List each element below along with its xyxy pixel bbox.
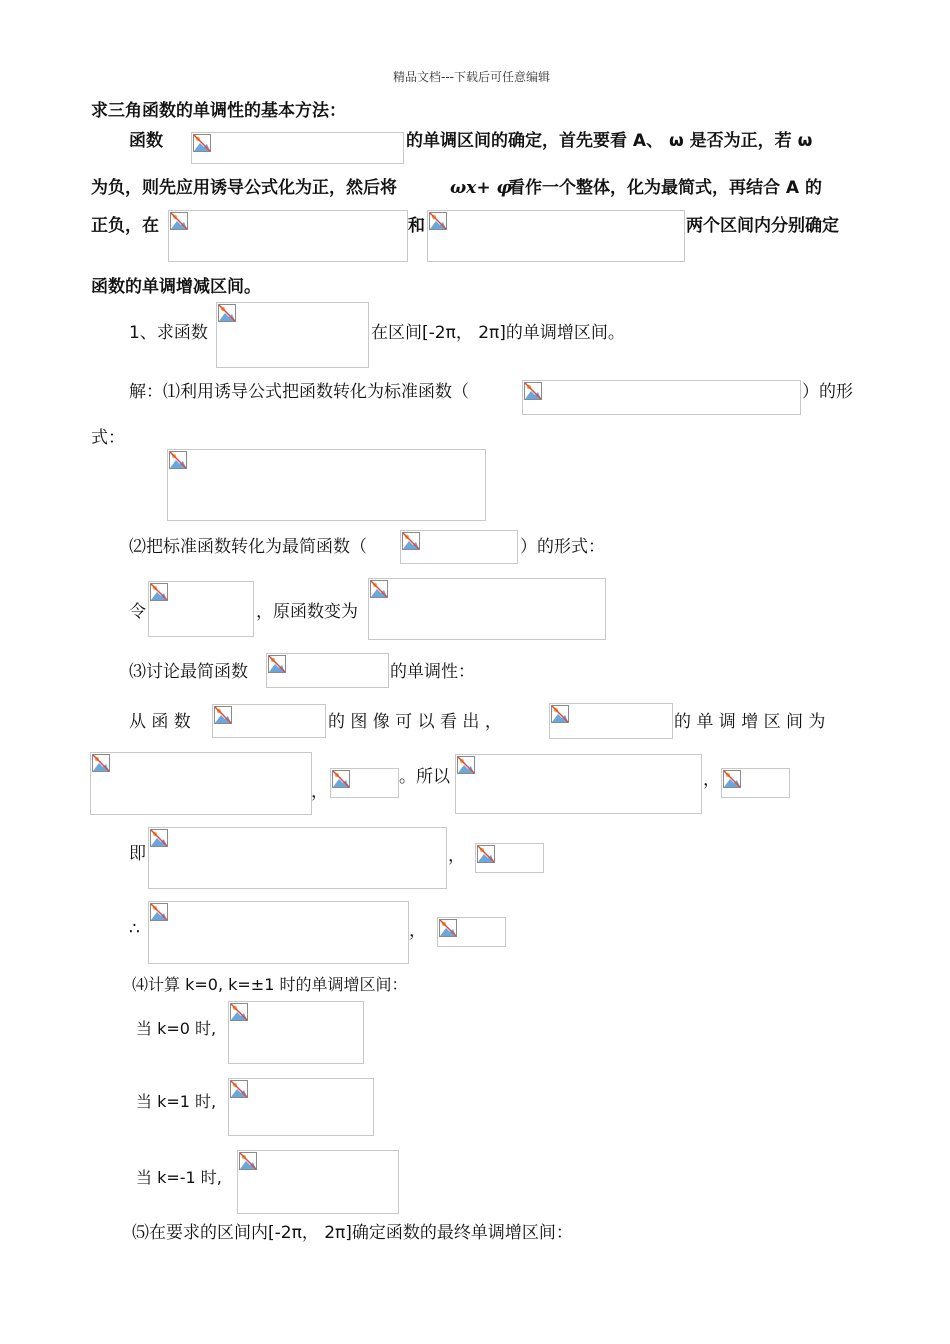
- broken-image-icon: [428, 211, 448, 231]
- ji: 即: [129, 844, 146, 864]
- step3-from-b: 的 图 像 可 以 看 出 ，: [328, 712, 502, 732]
- broken-image-icon: [456, 755, 476, 775]
- broken-image-icon: [192, 133, 212, 153]
- formula-image: [212, 704, 326, 738]
- formula-image: [168, 210, 408, 262]
- method-line4: 函数的单调增减区间。: [91, 277, 261, 297]
- step1-b: ）的形: [802, 382, 853, 402]
- broken-image-icon: [238, 1151, 258, 1171]
- k1-label: 当 k=1 时,: [136, 1092, 217, 1111]
- method-line2-b: 看作一个整体，化为最简式，再结合 A 的: [508, 178, 822, 198]
- step1-c: 式：: [91, 428, 125, 448]
- step4: ⑷计算 k=0, k=±1 时的单调增区间：: [132, 975, 408, 994]
- method-line1-b: 的单调区间的确定，首先要看 A、 ω 是否为正，若 ω: [406, 131, 813, 151]
- method-line1-a: 函数: [129, 131, 163, 151]
- example-question-a: 1、求函数: [129, 323, 208, 343]
- broken-image-icon: [213, 705, 233, 725]
- formula-image: [330, 768, 399, 798]
- broken-image-icon: [229, 1079, 249, 1099]
- comma: ，: [703, 770, 720, 790]
- step3: ⑶讨论最简函数: [129, 662, 248, 682]
- formula-image: [167, 449, 486, 521]
- method-line3-b: 和: [408, 216, 425, 236]
- step3-b: 的单调性：: [390, 662, 475, 682]
- step1-a: 解：⑴利用诱导公式把函数转化为标准函数（: [129, 382, 469, 402]
- formula-image: [90, 752, 312, 815]
- method-line2-expr: ωx+ φ: [450, 178, 512, 198]
- comma: ，: [409, 921, 426, 941]
- step3-from-c: 的 单 调 增 区 间 为: [674, 712, 826, 732]
- broken-image-icon: [267, 654, 287, 674]
- formula-image: [475, 843, 544, 873]
- step2-b: ）的形式：: [520, 537, 605, 557]
- page-header: 精品文档---下载后可任意编辑: [393, 70, 550, 84]
- formula-image: [368, 578, 606, 640]
- comma: ，: [311, 782, 328, 802]
- formula-image: [455, 754, 702, 814]
- broken-image-icon: [217, 303, 237, 323]
- method-line3-a: 正负，在: [91, 216, 159, 236]
- comma: ，: [448, 846, 465, 866]
- formula-image: [721, 768, 790, 798]
- formula-image: [266, 653, 389, 688]
- step2-c: ，原函数变为: [256, 602, 358, 622]
- broken-image-icon: [722, 769, 742, 789]
- formula-image: [237, 1150, 399, 1214]
- suoyi: 。所以: [399, 767, 450, 787]
- step3-from-a: 从 函 数: [129, 712, 191, 732]
- broken-image-icon: [229, 1002, 249, 1022]
- step2-ling: 令: [129, 602, 146, 622]
- formula-image: [148, 581, 254, 637]
- method-line3-c: 两个区间内分别确定: [686, 216, 839, 236]
- step5: ⑸在要求的区间内[-2π， 2π]确定函数的最终单调增区间：: [132, 1223, 573, 1243]
- k0-label: 当 k=0 时,: [136, 1019, 217, 1038]
- km1-label: 当 k=-1 时,: [136, 1168, 222, 1187]
- formula-image: [191, 132, 404, 164]
- broken-image-icon: [149, 902, 169, 922]
- step2-a: ⑵把标准函数转化为最简函数（: [129, 537, 367, 557]
- formula-image: [549, 703, 673, 739]
- formula-image: [148, 901, 409, 964]
- formula-image: [228, 1078, 374, 1136]
- broken-image-icon: [149, 582, 169, 602]
- formula-image: [216, 302, 369, 368]
- broken-image-icon: [168, 450, 188, 470]
- formula-image: [427, 210, 685, 262]
- formula-image: [437, 917, 506, 947]
- broken-image-icon: [331, 769, 351, 789]
- formula-image: [400, 530, 518, 564]
- broken-image-icon: [91, 753, 111, 773]
- formula-image: [522, 380, 801, 415]
- formula-image: [148, 827, 447, 889]
- formula-image: [228, 1001, 364, 1064]
- broken-image-icon: [550, 704, 570, 724]
- example-question-b: 在区间[-2π， 2π]的单调增区间。: [371, 323, 625, 343]
- method-line2-a: 为负，则先应用诱导公式化为正，然后将: [91, 178, 397, 198]
- broken-image-icon: [169, 211, 189, 231]
- broken-image-icon: [523, 381, 543, 401]
- broken-image-icon: [438, 918, 458, 938]
- broken-image-icon: [401, 531, 421, 551]
- broken-image-icon: [369, 579, 389, 599]
- broken-image-icon: [476, 844, 496, 864]
- therefore: ∴: [129, 919, 140, 939]
- method-title: 求三角函数的单调性的基本方法：: [91, 101, 346, 121]
- broken-image-icon: [149, 828, 169, 848]
